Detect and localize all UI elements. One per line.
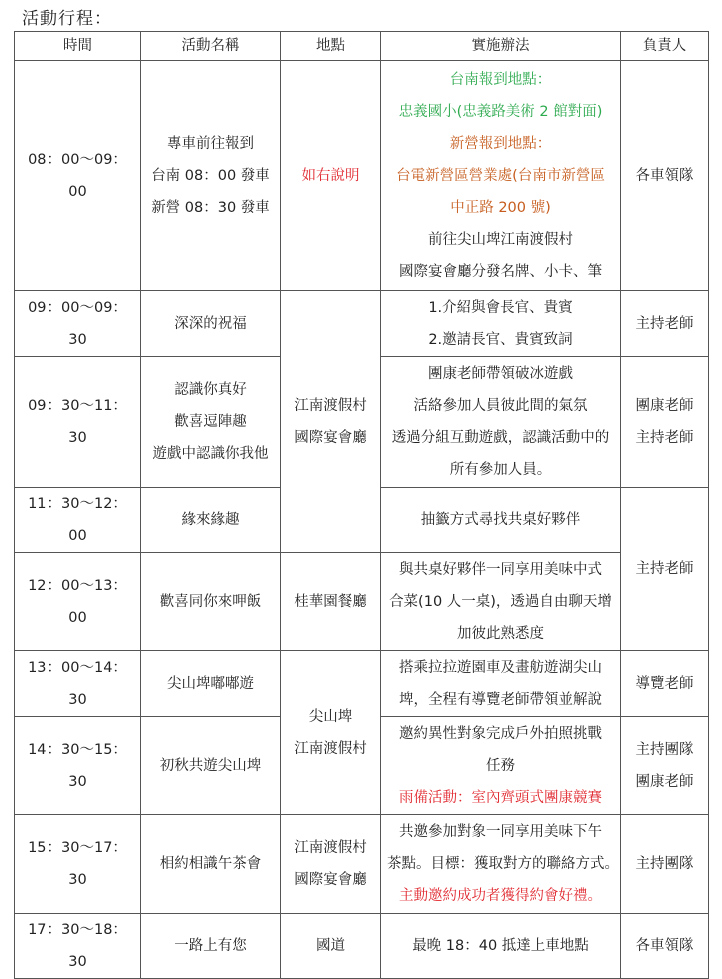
activity-line: 台南 08：00 發車: [151, 167, 270, 184]
activity-cell: [141, 61, 281, 291]
activity-cell: [141, 651, 281, 717]
method-line: 與共桌好夥伴一同享用美味中式: [399, 561, 602, 578]
header-location: 地點: [281, 32, 381, 61]
person-cell: [621, 357, 709, 488]
method-cell: [381, 291, 621, 357]
method-line: 活絡參加人員彼此間的氣氛: [413, 398, 588, 414]
person-line: 各車領隊: [635, 938, 694, 954]
method-line: 邀約異性對象完成戶外拍照挑戰: [399, 725, 602, 742]
method-line: 抽籤方式尋找共桌好夥伴: [420, 512, 581, 528]
time-cell: 09：00～09：30: [15, 291, 141, 357]
method-line: 共邀參加對象一同享用美味下午: [399, 824, 602, 840]
activity-line: 新營 08：30 發車: [151, 199, 270, 216]
time-cell: 09：30～11：30: [15, 357, 141, 488]
person-line: 導覽老師: [635, 675, 694, 692]
activity-cell: [141, 815, 281, 914]
time-cell: 08：00～09：00: [15, 61, 141, 291]
location-line: 如右說明: [301, 167, 360, 184]
activity-line: 專車前往報到: [167, 135, 254, 152]
header-activity: 活動名稱: [141, 32, 281, 61]
activity-line: 初秋共遊尖山埤: [159, 757, 262, 774]
time-cell: 14：30～15：30: [15, 717, 141, 815]
header-person: 負責人: [621, 32, 709, 61]
section-heading: 活動行程：: [22, 9, 112, 29]
table-row: [15, 651, 709, 717]
method-cell: [381, 553, 621, 651]
method-line: 團康老師帶領破冰遊戲: [428, 366, 573, 382]
activity-line: 相約相識午茶會: [159, 856, 262, 872]
method-line: 所有參加人員。: [449, 462, 552, 478]
time-cell: 17：30～18：30: [15, 914, 141, 979]
activity-line: 遊戲中認識你我他: [152, 446, 269, 462]
location-line: 江南渡假村: [294, 397, 367, 414]
location-cell: [281, 815, 381, 914]
method-cell: [381, 488, 621, 553]
activity-line: 認識你真好: [174, 382, 247, 398]
method-line: 前往尖山埤江南渡假村: [428, 231, 573, 248]
activity-line: 緣來緣趣: [181, 512, 240, 528]
method-cell: [381, 61, 621, 291]
person-line: 主持老師: [635, 561, 694, 577]
method-line: 合菜(10 人一桌)，透過自由聊天增: [389, 593, 612, 610]
person-cell: [621, 914, 709, 979]
location-line: 江南渡假村: [294, 840, 367, 856]
person-line: 主持老師: [635, 315, 694, 332]
activity-cell: [141, 291, 281, 357]
method-line: 搭乘拉拉遊園車及畫舫遊湖尖山: [399, 659, 602, 676]
person-line: 主持團隊: [635, 856, 694, 872]
method-cell: [381, 815, 621, 914]
method-line: 忠義國小(忠義路美術 2 館對面): [398, 103, 603, 120]
table-row: [15, 553, 709, 651]
person-line: 主持老師: [635, 430, 694, 446]
header-method: 實施辦法: [381, 32, 621, 61]
method-line: 台南報到地點：: [449, 71, 552, 88]
method-line: 最晚 18：40 抵達上車地點: [412, 938, 589, 954]
location-line: 尖山埤: [308, 708, 353, 725]
method-line: 2.邀請長官、貴賓致詞: [428, 331, 573, 348]
activity-line: 深深的祝福: [174, 315, 247, 332]
activity-cell: [141, 717, 281, 815]
location-line: 國道: [316, 938, 345, 954]
time-cell: 12：00～13：00: [15, 553, 141, 651]
method-line: 透過分組互動遊戲，認識活動中的: [391, 430, 610, 446]
person-line: 團康老師: [635, 773, 694, 790]
method-cell: [381, 717, 621, 815]
location-line: 國際宴會廳: [294, 872, 367, 888]
time-cell: 15：30～17：30: [15, 815, 141, 914]
header-time: 時間: [15, 32, 141, 61]
method-line: 1.介紹與會長官、貴賓: [428, 299, 573, 316]
method-cell: [381, 651, 621, 717]
table-row: [15, 291, 709, 357]
method-line: 加彼此熟悉度: [457, 625, 544, 642]
table-row: [15, 914, 709, 979]
activity-cell: [141, 914, 281, 979]
activity-cell: [141, 488, 281, 553]
location-cell: [281, 553, 381, 651]
person-cell: [621, 815, 709, 914]
person-cell: [621, 61, 709, 291]
activity-cell: [141, 357, 281, 488]
method-line: 國際宴會廳分發名牌、小卡、筆: [399, 263, 602, 280]
person-cell: [621, 291, 709, 357]
location-cell: [281, 61, 381, 291]
person-line: 主持團隊: [635, 741, 694, 758]
activity-cell: [141, 553, 281, 651]
method-line: 中正路 200 號): [450, 199, 551, 216]
header-row: [15, 32, 709, 61]
location-line: 桂華園餐廳: [294, 593, 367, 610]
person-line: 各車領隊: [635, 167, 694, 184]
time-cell: 13：00～14：30: [15, 651, 141, 717]
method-line: 雨備活動：室內齊頭式團康競賽: [399, 789, 602, 806]
method-cell: [381, 357, 621, 488]
method-cell: [381, 914, 621, 979]
location-line: 江南渡假村: [294, 740, 367, 757]
location-cell: [281, 651, 381, 815]
person-cell: [621, 488, 709, 651]
table-row: [15, 61, 709, 291]
person-line: 團康老師: [635, 398, 694, 414]
method-line: 台電新營區營業處(台南市新營區: [396, 167, 605, 184]
location-line: 國際宴會廳: [294, 429, 367, 446]
method-line: 茶點。目標：獲取對方的聯絡方式。: [387, 856, 619, 872]
time-cell: 11：30～12：00: [15, 488, 141, 553]
schedule-table: [14, 31, 709, 979]
table-row: [15, 815, 709, 914]
activity-line: 歡喜同你來呷飯: [159, 593, 262, 610]
activity-line: 尖山埤嘟嘟遊: [167, 675, 254, 692]
method-line: 任務: [486, 757, 515, 774]
activity-line: 歡喜逗陣趣: [174, 414, 247, 430]
person-cell: [621, 651, 709, 717]
location-cell: [281, 914, 381, 979]
activity-line: 一路上有您: [174, 938, 247, 954]
method-line: 新營報到地點：: [449, 135, 552, 152]
method-line: 埤，全程有導覽老師帶領並解說: [399, 691, 602, 708]
method-line: 主動邀約成功者獲得約會好禮。: [399, 888, 602, 904]
location-cell: [281, 291, 381, 553]
person-cell: [621, 717, 709, 815]
